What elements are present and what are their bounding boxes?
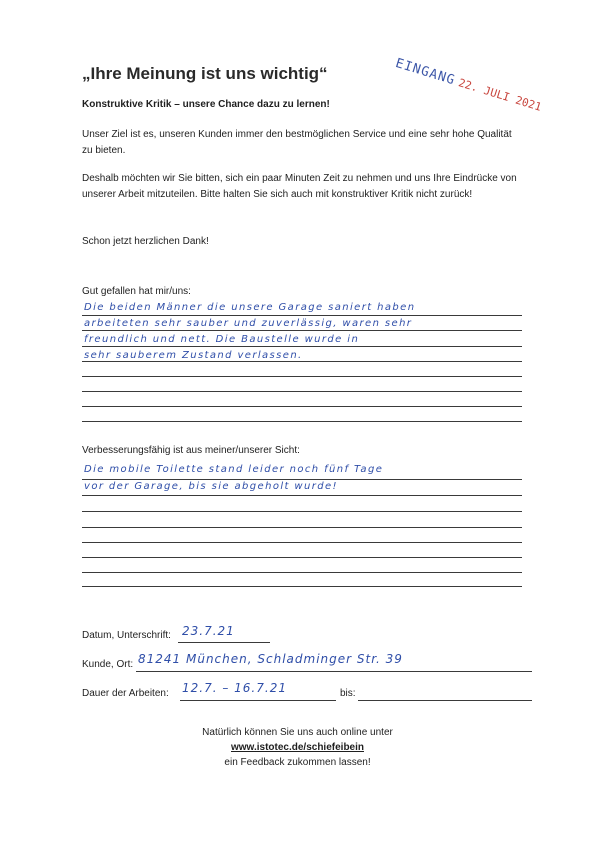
good-handwriting-line-1: Die beiden Männer die unsere Garage saniert haben [84,302,416,313]
customer-location-field [82,652,532,675]
good-handwriting-line-4: sehr sauberem Zustand verlassen. [84,350,303,361]
improve-section-label: Verbesserungsfähig ist aus meiner/unserer Sicht: [82,445,300,456]
good-handwriting-line-3: freundlich und nett. Die Baustelle wurde in [84,334,360,345]
stamp-label: EINGANG [393,56,458,89]
improve-handwriting-line-1: Die mobile Toilette stand leider noch fünf Tage [84,464,384,475]
date-signature-label: Datum, Unterschrift: [82,630,171,641]
improve-handwriting-line-2: vor der Garage, bis sie abgeholt wurde! [84,481,338,492]
footer-feedback-link[interactable]: www.istotec.de/schiefeibein [231,742,364,753]
work-duration-value: 12.7. – 16.7.21 [182,681,287,695]
footer-line-1: Natürlich können Sie uns auch online unter [202,727,393,738]
intro-paragraph-2: Deshalb möchten wir Sie bitten, sich ein paar Minuten Zeit zu nehmen und uns Ihre Eindrücke von unserer Arbeit mitzuteilen. Bitte halten Sie sich auch mit konstruktiver Kritik nicht zurück! [82,173,517,200]
footer-line-2: ein Feedback zukommen lassen! [224,757,371,768]
customer-location-label: Kunde, Ort: [82,659,134,670]
until-label: bis: [340,688,356,699]
good-handwriting-line-2: arbeiteten sehr sauber und zuverlässig, waren sehr [84,318,413,329]
intro-paragraph-1: Unser Ziel ist es, unseren Kunden immer den bestmöglichen Service und eine sehr hohe Qualität zu bieten. [82,129,512,156]
received-stamp [391,56,543,115]
date-signature-field [82,624,522,646]
good-section-label: Gut gefallen hat mir/uns: [82,286,191,297]
page-title: „Ihre Meinung ist uns wichtig“ [82,64,328,83]
customer-location-value: 81241 München, Schladminger Str. 39 [138,652,403,666]
page-subtitle: Konstruktive Kritik – unsere Chance dazu zu lernen! [82,99,330,110]
stamp-date: 22. JULI 2021 [456,76,543,114]
work-duration-field [82,681,532,704]
date-signature-value: 23.7.21 [182,624,235,638]
thanks-text: Schon jetzt herzlichen Dank! [82,236,209,247]
work-duration-label: Dauer der Arbeiten: [82,688,169,699]
